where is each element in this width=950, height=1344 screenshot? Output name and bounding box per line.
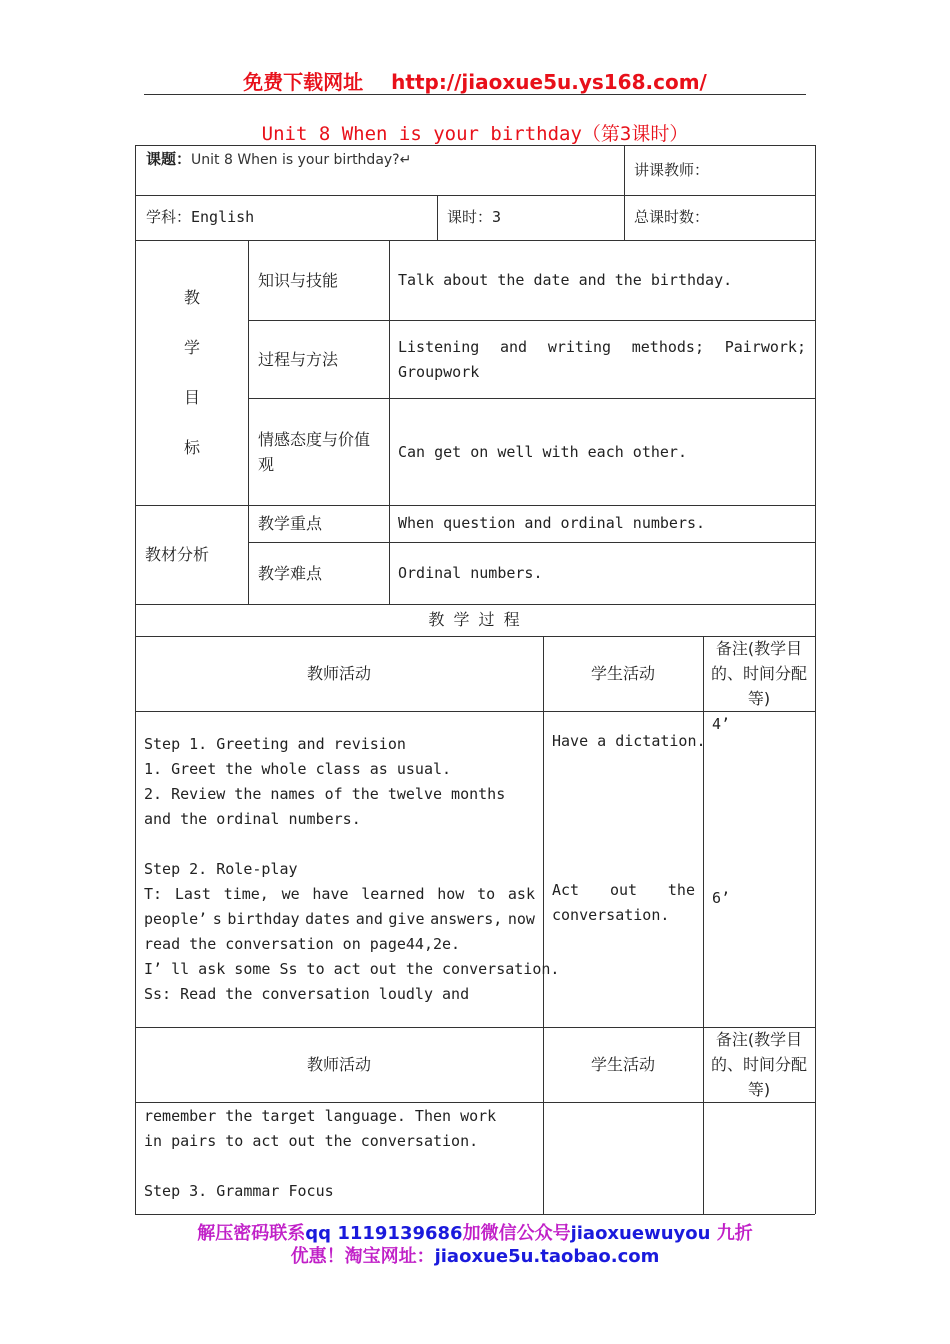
taobao-link[interactable]: jiaoxue5u.taobao.com [434, 1246, 660, 1267]
student-activity: Act out the [552, 881, 695, 899]
objective-content-line: Listening and writing methods; Pairwork; [398, 338, 806, 356]
topic-value: Unit 8 When is your birthday?↵ [191, 152, 412, 168]
download-header [0, 66, 950, 95]
time-note: 6’ [712, 889, 731, 907]
subject-cell: 学科：English [146, 208, 255, 226]
student-activity-header: 学生活动 [590, 1055, 655, 1074]
notes-header-line: 等) [747, 689, 771, 708]
process-title: 教 学 过 程 [428, 610, 522, 629]
objective-category: 过程与方法 [258, 350, 339, 369]
footer-line-2: 优惠！淘宝网址：jiaoxue5u.taobao.com [290, 1246, 660, 1267]
objectives-label-char: 教 [184, 288, 201, 307]
header-url-link[interactable]: http://jiaoxue5u.ys168.com/ [391, 70, 707, 94]
objective-content: Talk about the date and the birthday. [398, 271, 733, 289]
teacher-line: and the ordinal numbers. [144, 810, 361, 828]
notes-header-line: 备注(教学目 [715, 639, 803, 658]
teacher-activity-header: 教师活动 [306, 664, 371, 683]
key-point-value: When question and ordinal numbers. [398, 514, 706, 532]
student-activity: conversation. [552, 906, 670, 924]
objective-category: 观 [258, 455, 275, 474]
notes-header-line: 的、时间分配 [710, 664, 807, 683]
difficulty-value: Ordinal numbers. [398, 564, 543, 582]
objectives-label-char: 目 [184, 388, 201, 407]
teacher-line: Step 2. Role-play [144, 860, 298, 878]
key-point-label: 教学重点 [258, 514, 323, 533]
teacher-line: 2. Review the names of the twelve months [144, 785, 506, 803]
objective-category: 情感态度与价值 [258, 430, 371, 449]
period-cell: 课时：3 [447, 208, 502, 226]
teacher-line: 1. Greet the whole class as usual. [144, 760, 452, 778]
analysis-label: 教材分析 [145, 545, 210, 564]
header-divider [144, 94, 806, 95]
footer-line-1: 解压密码联系qq 1119139686加微信公众号jiaoxuewuyou 九折 [197, 1223, 753, 1244]
difficulty-label: 教学难点 [258, 564, 323, 583]
student-activity-header: 学生活动 [590, 664, 655, 683]
teacher-line: Step 1. Greeting and revision [144, 735, 406, 753]
topic-cell [146, 147, 411, 173]
teacher-label: 讲课教师： [634, 161, 710, 179]
notes-header-line: 的、时间分配 [710, 1055, 807, 1074]
header-label: 免费下载网址 [243, 70, 364, 94]
teacher-line: Step 3. Grammar Focus [144, 1182, 334, 1200]
objective-content-line: Groupwork [398, 363, 480, 381]
objectives-label-char: 学 [184, 338, 201, 357]
notes-header-line: 备注(教学目 [715, 1030, 803, 1049]
objectives-label-char: 标 [184, 438, 201, 457]
teacher-line: read the conversation on page44,2e. [144, 935, 461, 953]
teacher-line: I’ ll ask some Ss to act out the conversation. [144, 960, 560, 978]
teacher-line: in pairs to act out the conversation. [144, 1132, 479, 1150]
total-periods-cell: 总课时数： [634, 208, 710, 226]
document-title: Unit 8 When is your birthday（第3课时） [261, 123, 689, 145]
teacher-activity-header: 教师活动 [306, 1055, 371, 1074]
time-note: 4’ [712, 715, 731, 733]
objective-content: Can get on well with each other. [398, 443, 687, 461]
topic-label: 课题： [146, 150, 192, 168]
teacher-line: remember the target language. Then work [144, 1107, 497, 1125]
student-activity: Have a dictation. [552, 732, 706, 750]
notes-header-line: 等) [747, 1080, 771, 1099]
objective-category: 知识与技能 [258, 271, 339, 290]
teacher-line: Ss: Read the conversation loudly and [144, 985, 470, 1003]
teacher-line: people’ s birthday dates and give answers, now [144, 910, 535, 928]
teacher-line: T: Last time, we have learned how to ask [144, 885, 535, 903]
